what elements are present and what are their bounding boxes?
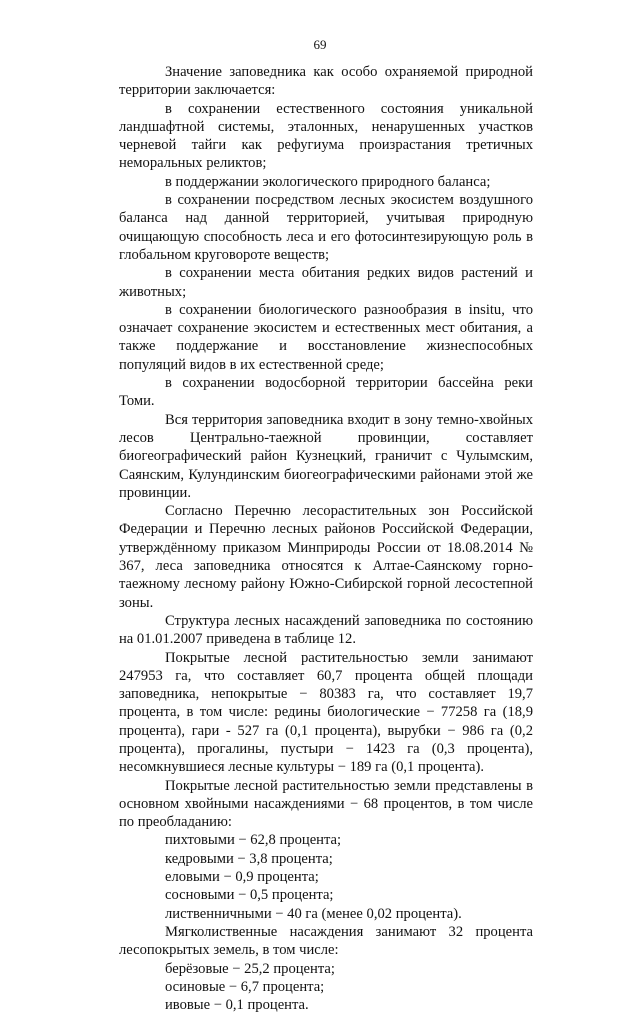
document-body xyxy=(119,63,533,1014)
paragraph: в сохранении водосборной территории бассейна реки Томи. xyxy=(119,375,533,410)
paragraph: в сохранении места обитания редких видов растений и животных; xyxy=(119,265,533,300)
paragraph: в поддержании экологического природного баланса; xyxy=(165,173,491,190)
paragraph: Согласно Перечню лесорастительных зон Российской Федерации и Перечню лесных районов Российской Федерации, утверждённому приказом Минприроды России от 18.08.2014 № 367, леса заповедника относятся к Алтае-Саянскому горно-таежному лесному району Южно-Сибирской горной лесостепной зоны. xyxy=(119,503,533,611)
list-item: осиновые − 6,7 процента; xyxy=(165,978,325,995)
list-item: берёзовые − 25,2 процента; xyxy=(165,960,335,977)
list-item: ивовые − 0,1 процента. xyxy=(165,997,309,1014)
paragraph: Мягколиственные насаждения занимают 32 процента лесопокрытых земель, в том числе: xyxy=(119,923,533,959)
paragraph: Покрытые лесной растительностью земли занимают 247953 га, что составляет 60,7 процента общей площади заповедника, непокрытые − 80383 га, что составляет 19,7 процента, в том числе: редины биологические − 77258 га (18,9 процента), гари - 527 га (0,1 процента), вырубки − 986 га (0,2 процента), прогалины, пустыри − 1423 га (0,3 процента), несомкнувшиеся лесные культуры − 189 га (0,1 процента). xyxy=(119,649,533,776)
list-item: сосновыми − 0,5 процента; xyxy=(165,887,334,904)
paragraph: в сохранении посредством лесных экосистем воздушного баланса над данной территорией, учитывая природную очищающую способность леса и его фотосинтезирующую роль в глобальном круговороте веществ; xyxy=(119,192,533,263)
paragraph: Вся территория заповедника входит в зону темно-хвойных лесов Центрально-таежной провинции, составляет биогеографический район Кузнецкий, граничит с Чулымским, Саянским, Кулундинским биогеографическими районами этой же провинции. xyxy=(119,411,533,501)
list-item: еловыми − 0,9 процента; xyxy=(165,869,319,886)
paragraph: Структура лесных насаждений заповедника по состоянию на 01.01.2007 приведена в таблице 12. xyxy=(119,612,533,648)
paragraph: Значение заповедника как особо охраняемой природной территории заключается: xyxy=(119,64,533,99)
list-item: пихтовыми − 62,8 процента; xyxy=(165,832,342,849)
page-number: 69 xyxy=(313,37,327,52)
paragraph: в сохранении биологического разнообразия в insitu, что означает сохранение экосистем и естественных мест обитания, а также поддержание и восстановление жизнеспособных популяций видов в их естественной среде; xyxy=(119,301,533,373)
list-item: лиственничными − 40 га (менее 0,02 процента). xyxy=(165,905,462,922)
list-item: кедровыми − 3,8 процента; xyxy=(165,850,333,867)
paragraph: в сохранении естественного состояния уникальной ландшафтной системы, эталонных, ненарушенных участков черневой тайги как рефугиума произрастания третичных неморальных реликтов; xyxy=(119,100,533,172)
paragraph: Покрытые лесной растительностью земли представлены в основном хвойными насаждениями − 68 процентов, в том числе по преобладанию: xyxy=(119,777,533,831)
